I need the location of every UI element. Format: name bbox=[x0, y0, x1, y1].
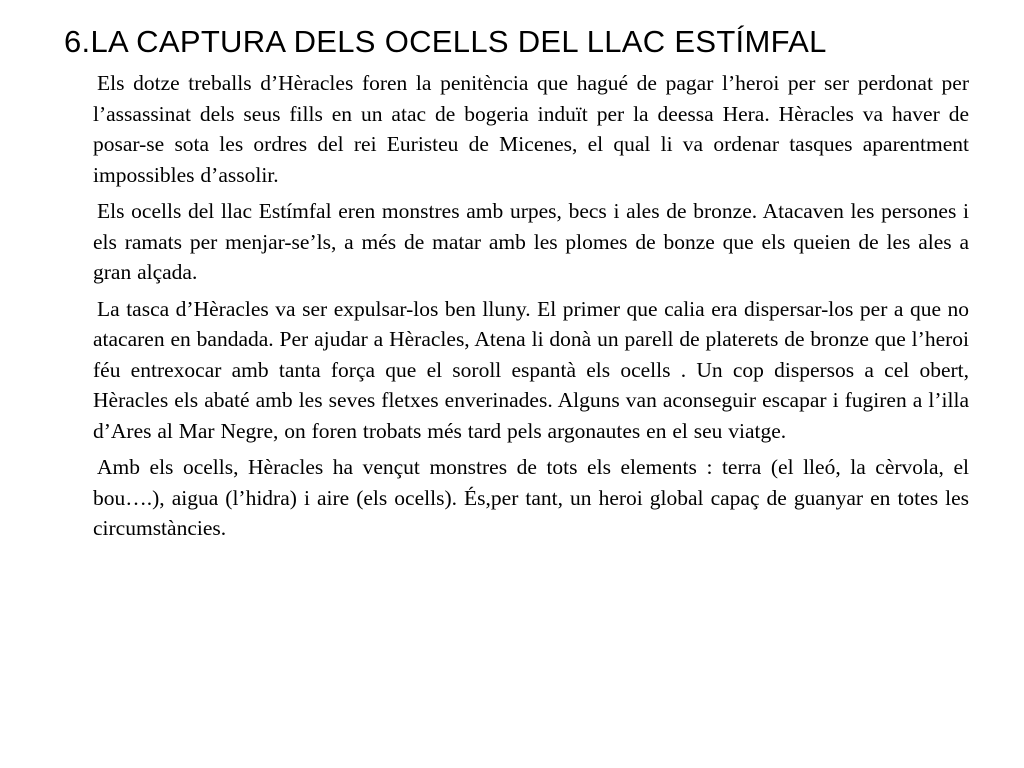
slide-title: 6.LA CAPTURA DELS OCELLS DEL LLAC ESTÍMFAL bbox=[64, 24, 827, 59]
paragraph-3-text: La tasca d’Hèracles va ser expulsar-los ben lluny. El primer que calia era dispersar-los per a que no atacaren en bandada. Per ajudar a Hèracles, Atena li donà un parell de platerets de bronze que l’heroi féu entrexocar amb tanta força que el soroll espantà els ocells . Un cop dispersos a cel obert, Hèracles els abaté amb les seves fletxes enverinades. Alguns van aconseguir escapar i fugiren a l’illa d’Ares al Mar Negre, on foren trobats més tard pels argonautes en el seu viatge. bbox=[93, 296, 969, 443]
paragraph-2 bbox=[93, 196, 969, 288]
paragraph-2-text: Els ocells del llac Estímfal eren monstres amb urpes, becs i ales de bronze. Atacaven les persones i els ramats per menjar-se’ls, a més de matar amb les plomes de bonze que els queien de les ales a gran alçada. bbox=[93, 199, 969, 284]
paragraph-1-text: Els dotze treballs d’Hèracles foren la penitència que hagué de pagar l’heroi per ser perdonat per l’assassinat dels seus fills en un atac de bogeria induït per la deessa Hera. Hèracles va haver de posar-se sota les ordres del rei Euristeu de Micenes, el qual li va ordenar tasques aparentment impossibles d’assolir. bbox=[93, 71, 969, 187]
paragraph-4-text: Amb els ocells, Hèracles ha vençut monstres de tots els elements : terra (el lleó, la cèrvola, el bou….), aigua (l’hidra) i aire (els ocells). És,per tant, un heroi global capaç de guanyar en totes les circumstàncies. bbox=[93, 455, 969, 540]
paragraph-1 bbox=[93, 68, 969, 190]
paragraph-3 bbox=[93, 294, 969, 447]
slide-body bbox=[93, 68, 969, 550]
paragraph-4 bbox=[93, 452, 969, 544]
